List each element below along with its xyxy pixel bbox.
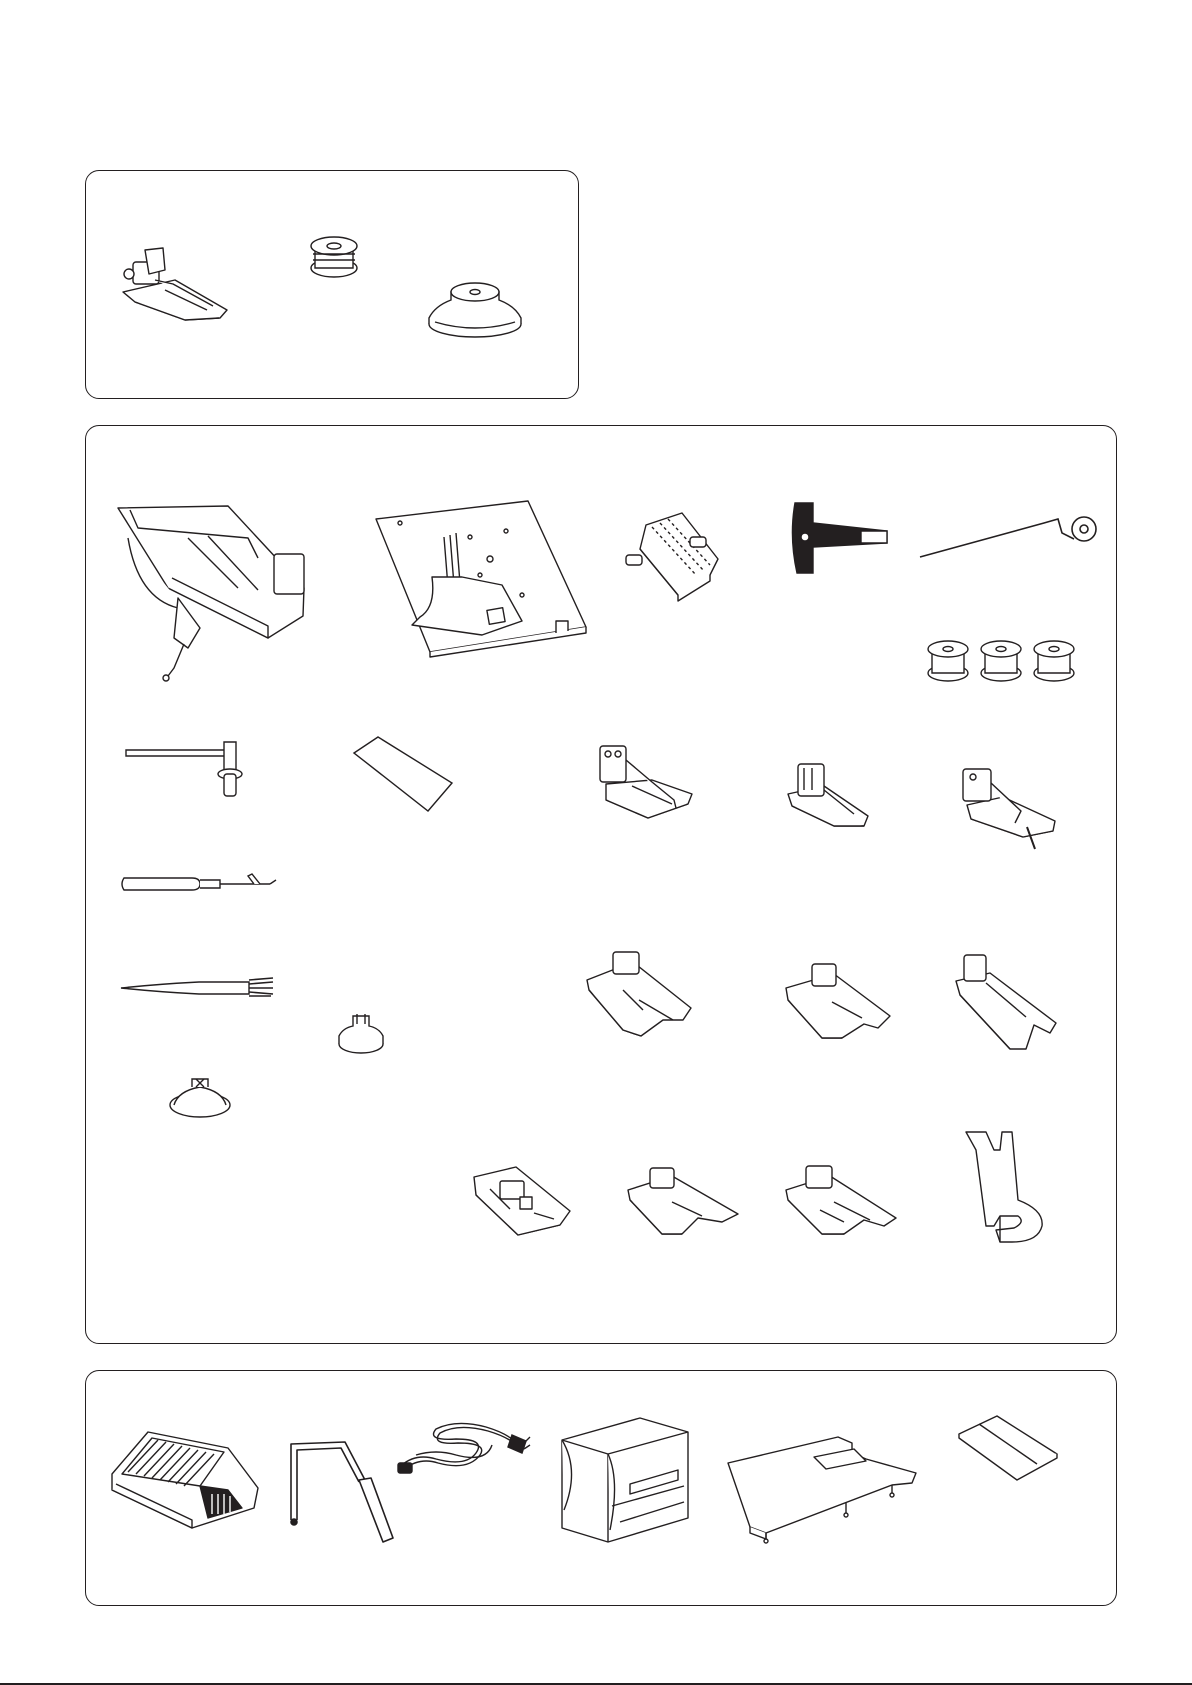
foot-control-icon — [108, 1428, 263, 1530]
zipper-foot-icon — [784, 760, 872, 832]
darning-foot-icon — [956, 1130, 1048, 1246]
dust-cover-icon — [560, 1410, 692, 1544]
power-cord-icon — [396, 1413, 532, 1476]
bobbins-icon — [924, 637, 1082, 683]
quilting-guide-icon — [918, 513, 1098, 559]
bobbin-icon — [305, 232, 363, 280]
presser-foot-icon — [115, 240, 235, 325]
blind-hem-foot-icon — [592, 740, 696, 826]
spool-holder-special-icon — [168, 1075, 232, 1119]
spool-pin-icon — [124, 738, 246, 800]
quarter-inch-foot-icon — [950, 953, 1062, 1053]
extension-table-icon — [726, 1433, 916, 1545]
straight-stitch-foot-icon — [470, 1163, 574, 1239]
applique-foot-icon — [784, 1162, 900, 1238]
feed-dog-cover-icon — [622, 505, 720, 603]
straight-stitch-needle-plate-icon — [372, 497, 590, 659]
instruction-book-icon — [957, 1414, 1061, 1480]
knee-lifter-icon — [287, 1438, 397, 1548]
buttonhole-foot-icon — [108, 498, 323, 690]
overcasting-foot-icon — [955, 765, 1059, 853]
spool-holder-small-icon — [337, 1010, 385, 1056]
screwdriver-icon — [783, 497, 891, 577]
lint-brush-icon — [119, 976, 275, 998]
spool-holder-large-icon — [425, 278, 525, 340]
felt-cushion-icon — [350, 733, 456, 815]
seam-ripper-icon — [120, 872, 280, 896]
open-toe-foot-icon — [583, 950, 695, 1044]
satin-stitch-foot-icon — [782, 962, 894, 1046]
walking-foot-style-icon — [626, 1162, 742, 1238]
